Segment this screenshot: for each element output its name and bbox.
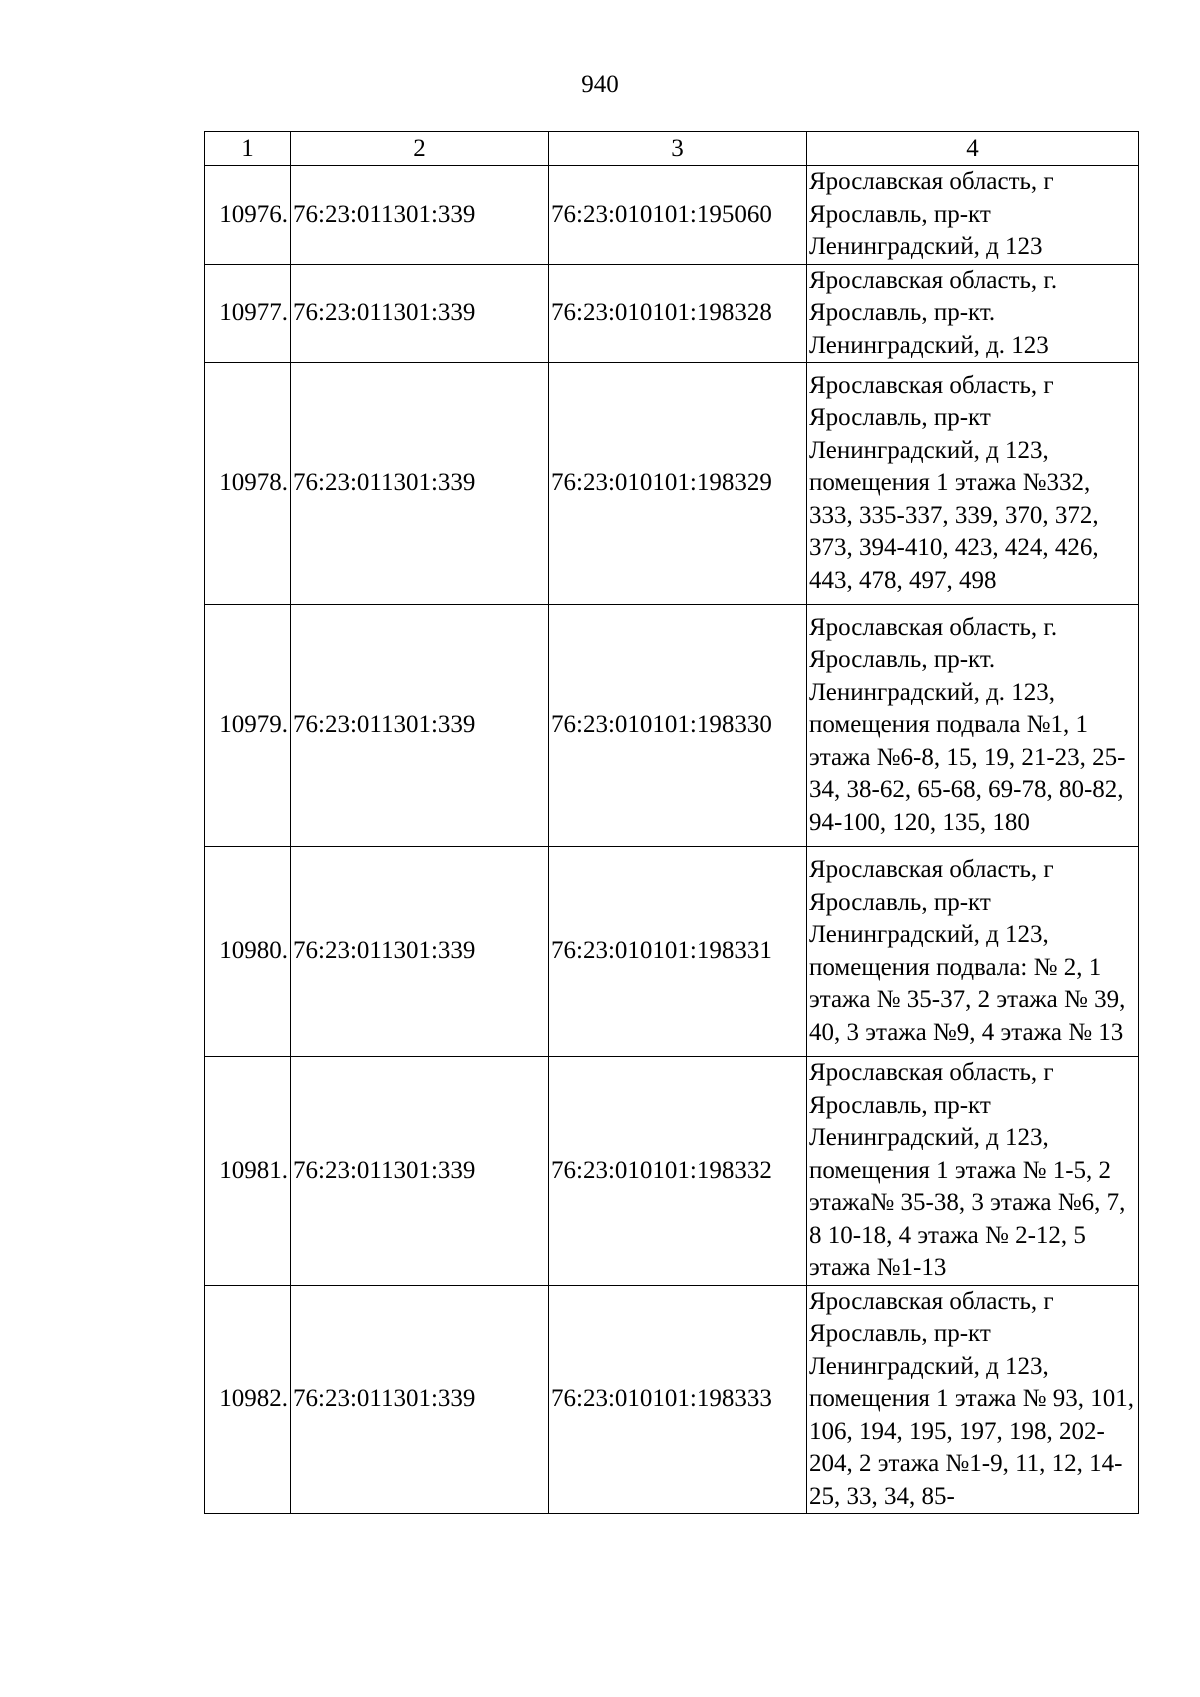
header-cell-2: 2 (291, 132, 549, 166)
cadastral-number: 76:23:011301:339 (291, 1057, 549, 1286)
address: Ярославская область, г Ярославль, пр-кт Ленинградский, д 123 (807, 166, 1139, 265)
header-cell-4: 4 (807, 132, 1139, 166)
row-number: 10976. (205, 166, 291, 265)
row-number: 10981. (205, 1057, 291, 1286)
address: Ярославская область, г Ярославль, пр-кт Ленинградский, д 123, помещения подвала: № 2, 1 этажа № 35-37, 2 этажа № 39, 40, 3 этажа №9, 4 этажа № 13 (807, 847, 1139, 1057)
address: Ярославская область, г Ярославль, пр-кт Ленинградский, д 123, помещения 1 этажа № 93, 101, 106, 194, 195, 197, 198, 202-204, 2 этажа №1-9, 11, 12, 14-25, 33, 34, 85- (807, 1285, 1139, 1514)
cadastral-number: 76:23:011301:339 (291, 605, 549, 847)
row-number: 10977. (205, 264, 291, 363)
address: Ярославская область, г. Ярославль, пр-кт. Ленинградский, д. 123, помещения подвала №1, 1 этажа №6-8, 15, 19, 21-23, 25-34, 38-62, 65-68, 69-78, 80-82, 94-100, 120, 135, 180 (807, 605, 1139, 847)
cadastral-number: 76:23:011301:339 (291, 1285, 549, 1514)
page-number: 940 (581, 71, 619, 98)
table-row (205, 264, 1139, 363)
cadastral-number: 76:23:011301:339 (291, 363, 549, 605)
table-row (205, 363, 1139, 605)
table-row (205, 166, 1139, 265)
address: Ярославская область, г Ярославль, пр-кт Ленинградский, д 123, помещения 1 этажа № 1-5, 2 этажа№ 35-38, 3 этажа №6, 7, 8 10-18, 4 этажа № 2-12, 5 этажа №1-13 (807, 1057, 1139, 1286)
table-row (205, 1057, 1139, 1286)
header-cell-1: 1 (205, 132, 291, 166)
table-row (205, 1285, 1139, 1514)
cadastral-number: 76:23:011301:339 (291, 166, 549, 265)
table-row (205, 605, 1139, 847)
registry-table (204, 131, 1139, 1514)
row-number: 10980. (205, 847, 291, 1057)
cadastral-number: 76:23:011301:339 (291, 847, 549, 1057)
header-cell-3: 3 (549, 132, 807, 166)
object-cadastral-number: 76:23:010101:198331 (549, 847, 807, 1057)
address: Ярославская область, г Ярославль, пр-кт Ленинградский, д 123, помещения 1 этажа №332, 333, 335-337, 339, 370, 372, 373, 394-410, 423, 424, 426, 443, 478, 497, 498 (807, 363, 1139, 605)
object-cadastral-number: 76:23:010101:198333 (549, 1285, 807, 1514)
row-number: 10979. (205, 605, 291, 847)
table-row (205, 847, 1139, 1057)
object-cadastral-number: 76:23:010101:195060 (549, 166, 807, 265)
table-header-row (205, 132, 1139, 166)
object-cadastral-number: 76:23:010101:198332 (549, 1057, 807, 1286)
row-number: 10978. (205, 363, 291, 605)
row-number: 10982. (205, 1285, 291, 1514)
address: Ярославская область, г. Ярославль, пр-кт. Ленинградский, д. 123 (807, 264, 1139, 363)
object-cadastral-number: 76:23:010101:198330 (549, 605, 807, 847)
object-cadastral-number: 76:23:010101:198328 (549, 264, 807, 363)
object-cadastral-number: 76:23:010101:198329 (549, 363, 807, 605)
cadastral-number: 76:23:011301:339 (291, 264, 549, 363)
